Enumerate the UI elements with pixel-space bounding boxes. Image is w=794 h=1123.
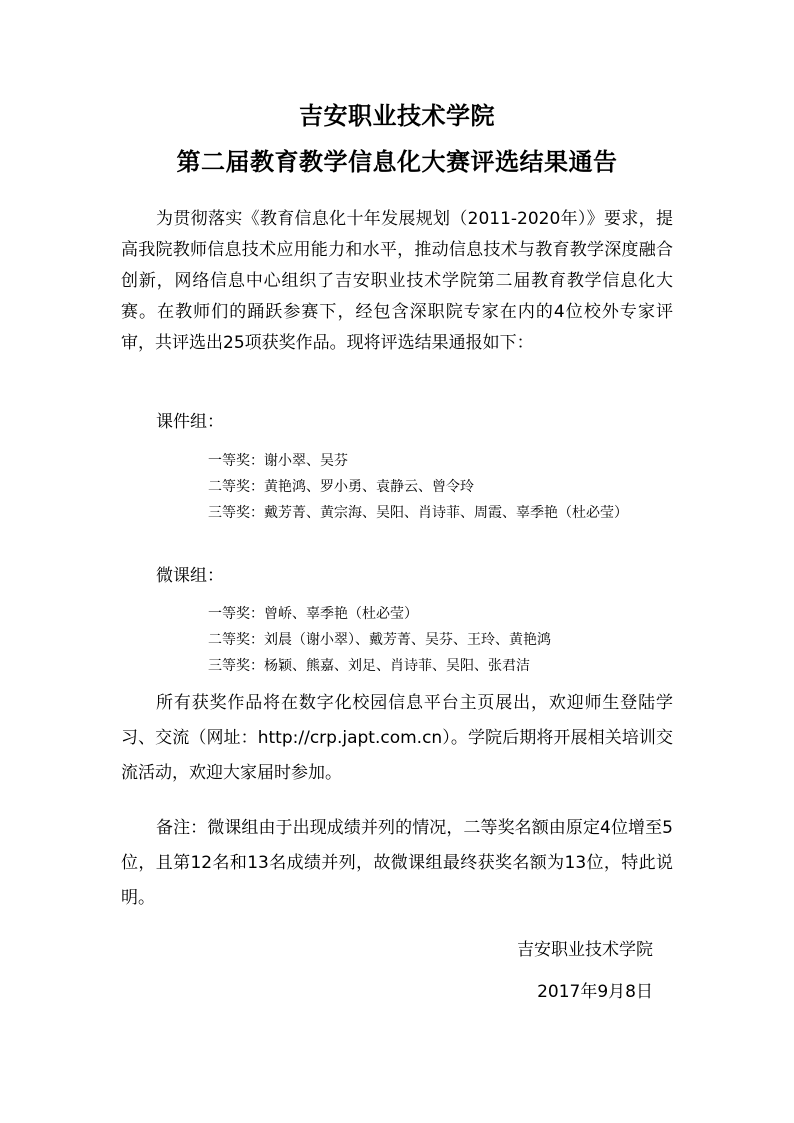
document-title-institution: 吉安职业技术学院 (299, 102, 495, 130)
microcourse-first-prize: 一等奖：曾峤、辜季艳（杜必莹） (208, 606, 418, 622)
courseware-second-prize: 二等奖：黄艳鸿、罗小勇、袁静云、曾令玲 (208, 479, 474, 495)
courseware-first-prize: 一等奖：谢小翠、吴芬 (208, 453, 348, 469)
signature-date: 2017年9月8日 (537, 982, 653, 1002)
closing-paragraph: 所有获奖作品将在数字化校园信息平台主页展出，欢迎师生登陆学习、交流（网址：http://crp.japt.com.cn）。学院后期将开展相关培训交流活动，欢迎大家届时参加。 (121, 693, 673, 783)
intro-paragraph: 为贯彻落实《教育信息化十年发展规划（2011-2020年）》要求，提高我院教师信息技术应用能力和水平，推动信息技术与教育教学深度融合创新，网络信息中心组织了吉安职业技术学院第二届教育教学信息化大赛。在教师们的踊跃参赛下，经包含深职院专家在内的4位校外专家评审，共评选出25项获奖作品。现将评选结果通报如下： (121, 209, 673, 353)
signature-organization: 吉安职业技术学院 (517, 940, 653, 960)
microcourse-second-prize: 二等奖：刘晨（谢小翠）、戴芳菁、吴芬、王玲、黄艳鸿 (208, 632, 551, 648)
microcourse-award-list (121, 601, 673, 679)
note-paragraph: 备注：微课组由于出现成绩并列的情况，二等奖名额由原定4位增至5位，且第12名和13名成绩并列，故微课组最终获奖名额为13位，特此说明。 (121, 818, 673, 908)
courseware-award-list (121, 448, 673, 526)
closing-section (121, 686, 673, 791)
note-section (121, 811, 673, 916)
courseware-group-label: 课件组： (156, 412, 224, 432)
microcourse-group-label: 微课组： (156, 566, 224, 586)
intro-section (121, 204, 673, 359)
microcourse-third-prize: 三等奖：杨颖、熊嘉、刘足、肖诗菲、吴阳、张君洁 (208, 658, 530, 674)
courseware-third-prize: 三等奖：戴芳菁、黄宗海、吴阳、肖诗菲、周霞、辜季艳（杜必莹） (208, 505, 628, 521)
document-title-notice: 第二届教育教学信息化大赛评选结果通告 (176, 148, 618, 176)
